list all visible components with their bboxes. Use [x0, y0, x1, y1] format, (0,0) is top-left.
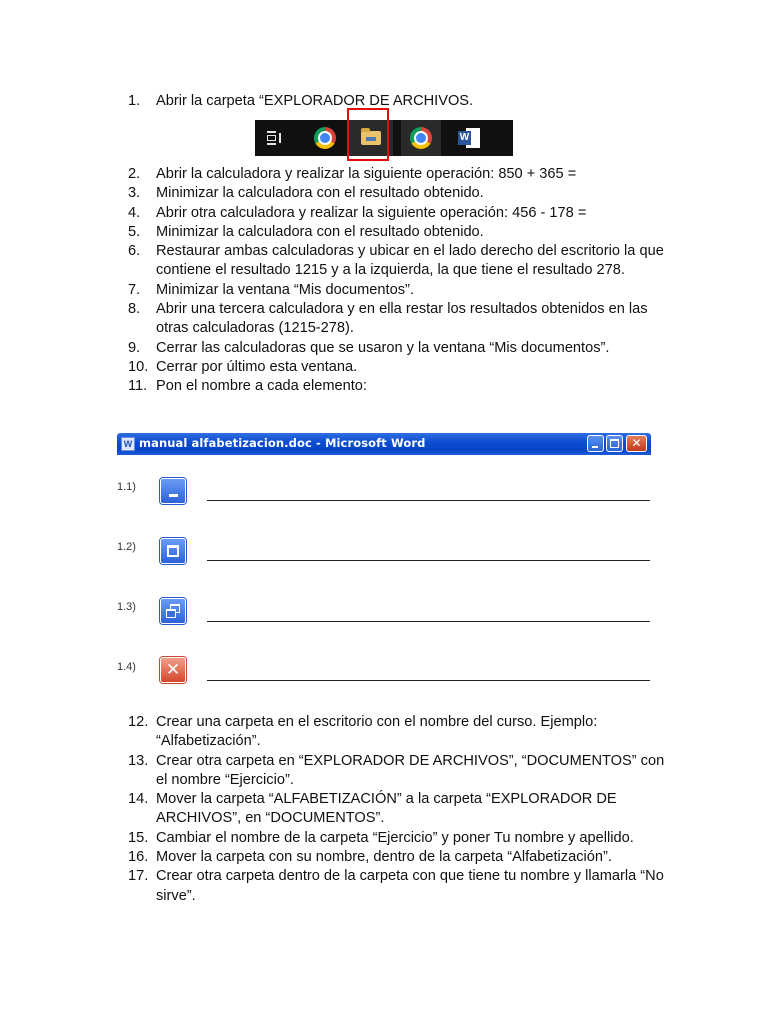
step-text: Mover la carpeta con su nombre, dentro de la carpeta “Alfabetización”. — [156, 849, 612, 866]
maximize-button[interactable] — [606, 435, 623, 452]
list-item — [0, 790, 768, 829]
maximize-icon — [160, 538, 186, 564]
step-text: Cerrar las calculadoras que se usaron y la ventana “Mis documentos”. — [156, 339, 610, 356]
list-item — [0, 377, 768, 396]
list-item — [0, 223, 768, 242]
step-number: 4. — [128, 204, 141, 221]
task-view-icon — [255, 120, 295, 156]
row-label: 1.1) — [117, 481, 136, 493]
step-number: 5. — [128, 223, 141, 240]
step-number: 15. — [128, 829, 149, 846]
step-text: Cambiar el nombre de la carpeta “Ejercicio” y poner Tu nombre y apellido. — [156, 829, 634, 846]
step-text: Minimizar la calculadora con el resultado obtenido. — [156, 223, 484, 240]
instruction-list — [0, 165, 768, 397]
row-label: 1.3) — [117, 601, 136, 613]
answer-line[interactable] — [207, 560, 650, 561]
row-label: 1.4) — [117, 661, 136, 673]
list-item — [0, 281, 768, 300]
step-number: 9. — [128, 339, 141, 356]
step-text: Abrir otra calculadora y realizar la siguiente operación: 456 - 178 = — [156, 204, 587, 221]
instruction-list-final — [0, 713, 768, 906]
answer-line[interactable] — [207, 680, 650, 681]
list-item — [0, 300, 768, 339]
list-item — [0, 165, 768, 184]
step-text: Crear otra carpeta en “EXPLORADOR DE ARCHIVOS”, “DOCUMENTOS” con el nombre “Ejercicio”. — [156, 752, 665, 788]
step-number: 13. — [128, 752, 149, 769]
list-item — [0, 184, 768, 203]
list-item — [0, 829, 768, 848]
step-text: Crear una carpeta en el escritorio con el nombre del curso. Ejemplo: “Alfabetización”. — [156, 714, 598, 750]
minimize-icon — [160, 478, 186, 504]
step-number: 10. — [128, 358, 149, 375]
word-icon: W — [451, 120, 487, 156]
step-text: Abrir una tercera calculadora y en ella restar los resultados obtenidos en las otras calculadoras (1215-278). — [156, 301, 648, 337]
step-text: Minimizar la ventana “Mis documentos”. — [156, 281, 414, 298]
highlight-box — [347, 108, 389, 161]
step-text: Cerrar por último esta ventana. — [156, 358, 358, 375]
answer-line[interactable] — [207, 500, 650, 501]
window-title: manual alfabetizacion.doc - Microsoft Word — [139, 436, 426, 450]
step-number: 1. — [128, 93, 141, 109]
chrome-profile-icon — [401, 120, 441, 156]
step-number: 14. — [128, 791, 149, 808]
step-text: Abrir la calculadora y realizar la siguiente operación: 850 + 365 = — [156, 166, 577, 182]
step-text: Mover la carpeta “ALFABETIZACIÓN” a la carpeta “EXPLORADOR DE ARCHIVOS”, en “DOCUMENTOS”. — [156, 791, 617, 827]
word-doc-icon: W — [121, 437, 135, 451]
step-text: Crear otra carpeta dentro de la carpeta con que tiene tu nombre y llamarla “No sirve”. — [156, 868, 664, 904]
step-text: Restaurar ambas calculadoras y ubicar en el lado derecho del escritorio la que contiene el resultado 1215 y a la izquierda, la que tiene el resultado 278. — [156, 243, 664, 279]
close-icon: ✕ — [160, 657, 186, 683]
chrome-icon — [307, 120, 343, 156]
step-number: 7. — [128, 281, 141, 298]
window-title-bar — [117, 433, 651, 455]
list-item — [0, 867, 768, 906]
step-number: 17. — [128, 868, 149, 885]
step-number: 16. — [128, 849, 149, 866]
close-button[interactable]: ✕ — [626, 435, 647, 452]
step-number: 8. — [128, 301, 141, 318]
minimize-button[interactable] — [587, 435, 604, 452]
list-item — [0, 242, 768, 281]
list-item — [0, 358, 768, 377]
step-number: 3. — [128, 185, 141, 202]
list-item — [0, 204, 768, 223]
answer-line[interactable] — [207, 621, 650, 622]
list-item — [0, 339, 768, 358]
step-number: 6. — [128, 243, 141, 260]
step-number: 2. — [128, 166, 141, 182]
list-item — [0, 848, 768, 867]
step-text: Minimizar la calculadora con el resultado obtenido. — [156, 185, 484, 202]
list-item — [0, 752, 768, 791]
step-number: 12. — [128, 714, 149, 730]
list-item — [0, 713, 768, 752]
row-label: 1.2) — [117, 541, 136, 553]
restore-icon — [160, 598, 186, 624]
step-text: Pon el nombre a cada elemento: — [156, 378, 367, 395]
step-number: 11. — [128, 378, 148, 395]
step-text: Abrir la carpeta “EXPLORADOR DE ARCHIVOS. — [156, 93, 474, 109]
